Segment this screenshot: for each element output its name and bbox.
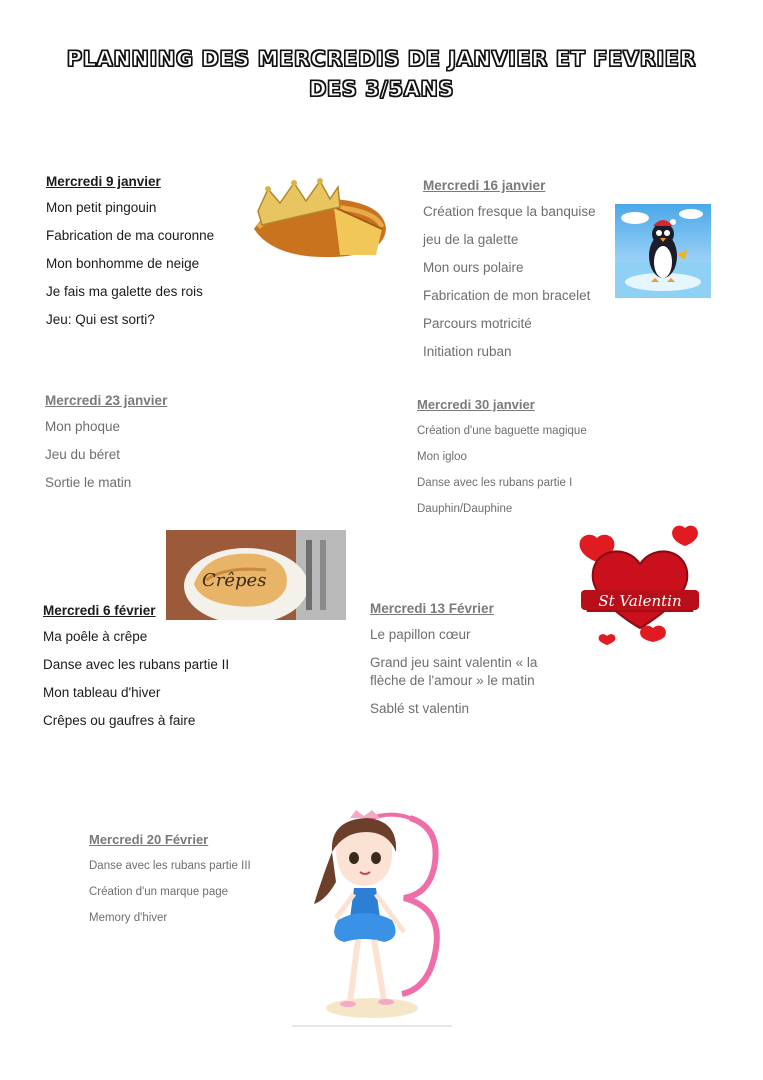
section-heading: Mercredi 6 février: [43, 603, 156, 618]
section-heading: Mercredi 20 Février: [89, 832, 209, 847]
list-item: Grand jeu saint valentin « la flèche de l'amour » le matin: [370, 655, 538, 688]
list-item: Mon phoque: [45, 419, 121, 434]
section-heading: Mercredi 9 janvier: [46, 174, 161, 189]
list-item: Mon bonhomme de neige: [46, 256, 200, 271]
section-30-janvier: [417, 397, 637, 526]
list-item: Mon ours polaire: [423, 260, 524, 275]
list-item: Sortie le matin: [45, 475, 132, 490]
list-item: Création d'une baguette magique: [417, 425, 587, 437]
section-heading: Mercredi 16 janvier: [423, 178, 546, 193]
list-item: Sablé st valentin: [370, 701, 470, 716]
section-20-fevrier: [89, 832, 289, 935]
section-heading: Mercredi 30 janvier: [417, 397, 535, 412]
galette-des-rois-icon: [244, 167, 392, 265]
list-item: Dauphin/Dauphine: [417, 503, 513, 515]
list-item: Le papillon cœur: [370, 627, 471, 642]
page-title: PLANNING DES MERCREDIS DE JANVIER ET FEVRIER DES 3/5ANS: [66, 47, 697, 101]
list-item: Je fais ma galette des rois: [46, 284, 203, 299]
list-item: jeu de la galette: [423, 232, 519, 247]
list-item: Danse avec les rubans partie II: [43, 657, 230, 672]
crepes-text: Crêpes: [202, 570, 267, 591]
list-item: Mon tableau d'hiver: [43, 685, 161, 700]
list-item: Danse avec les rubans partie I: [417, 477, 573, 489]
list-item: Crêpes ou gaufres à faire: [43, 713, 196, 728]
list-item: Danse avec les rubans partie III: [89, 860, 251, 872]
list-item: Création fresque la banquise: [423, 204, 596, 219]
section-16-janvier: [423, 178, 613, 371]
list-item: Memory d'hiver: [89, 912, 168, 924]
section-23-janvier: [45, 393, 265, 502]
list-item: Mon igloo: [417, 451, 467, 463]
section-heading: Mercredi 23 janvier: [45, 393, 168, 408]
list-item: Jeu: Qui est sorti?: [46, 312, 155, 327]
list-item: Fabrication de mon bracelet: [423, 288, 591, 303]
valentine-heart-icon: [577, 524, 703, 650]
list-item: Initiation ruban: [423, 344, 512, 359]
crepes-icon: [166, 530, 346, 620]
list-item: Jeu du béret: [45, 447, 121, 462]
list-item: Ma poêle à crêpe: [43, 629, 148, 644]
valentine-text: St Valentin: [598, 592, 682, 610]
list-item: Parcours motricité: [423, 316, 532, 331]
ribbon-dancer-icon: [292, 808, 452, 1028]
section-heading: Mercredi 13 Février: [370, 601, 494, 616]
penguin-icon: [615, 204, 711, 298]
list-item: Mon petit pingouin: [46, 200, 157, 215]
section-6-fevrier: [43, 603, 263, 740]
section-9-janvier: [46, 174, 246, 339]
list-item: Fabrication de ma couronne: [46, 228, 215, 243]
list-item: Création d'un marque page: [89, 886, 229, 898]
section-13-fevrier: [370, 601, 580, 728]
